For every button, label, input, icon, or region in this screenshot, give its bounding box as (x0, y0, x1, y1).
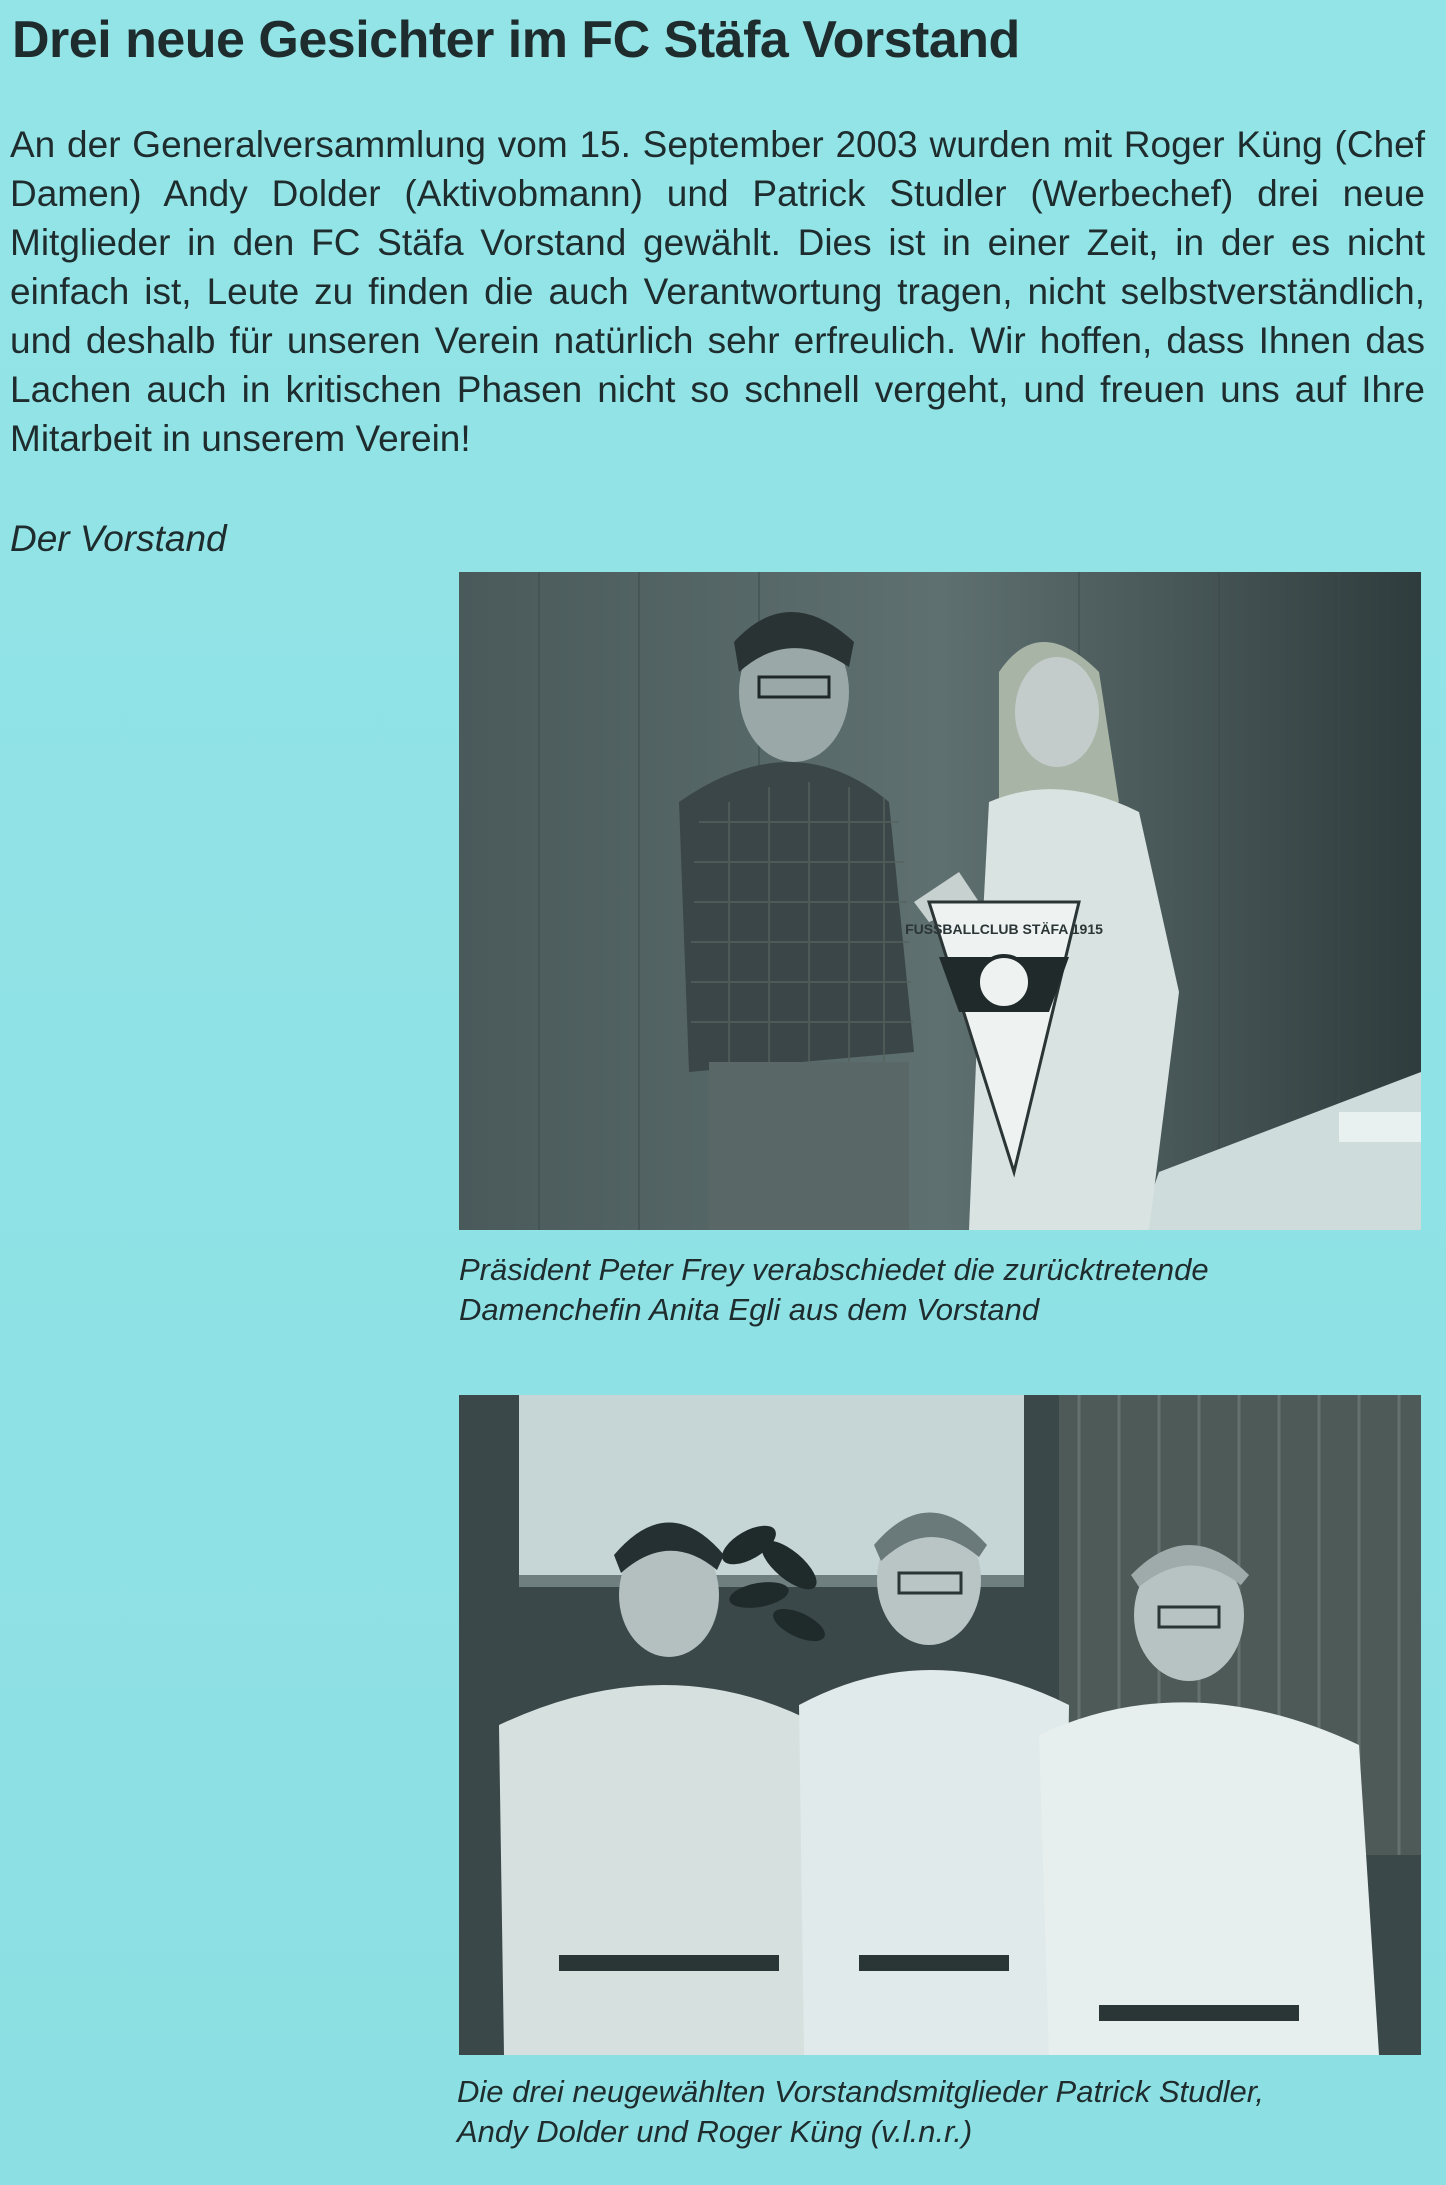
photo-farewell-handshake (459, 572, 1421, 1230)
pennant-text: FUSSBALLCLUB STÄFA 1915 (905, 921, 1103, 937)
photo-2-caption-line: Andy Dolder und Roger Küng (v.l.n.r.) (457, 2114, 973, 2149)
photo-new-board-members (459, 1395, 1421, 2055)
photo-2-caption (457, 2072, 1437, 2152)
photo-board-illustration (459, 1395, 1421, 2055)
article-headline: Drei neue Gesichter im FC Stäfa Vorstand (12, 11, 1020, 69)
photo-1-caption-line: Präsident Peter Frey verabschiedet die zurücktretende (459, 1252, 1209, 1287)
photo-farewell-illustration (459, 572, 1421, 1230)
article-body: An der Generalversammlung vom 15. September 2003 wurden mit Roger Küng (Chef Damen) Andy Dolder (Aktivobmann) und Patrick Studler (Werbechef) drei neue Mitglieder in den FC Stäfa Vorstand gewählt. Dies ist in einer Zeit, in der es nicht einfach ist, Leute zu finden die auch Verantwortung tragen, nicht selbstverständlich, und deshalb für unseren Verein natürlich sehr erfreulich. Wir hoffen, dass Ihnen das Lachen auch in kritischen Phasen nicht so schnell vergeht, und freuen uns auf Ihre Mitarbeit in unserem Verein! (10, 124, 1425, 459)
photo-1-caption-line: Damenchefin Anita Egli aus dem Vorstand (459, 1292, 1040, 1327)
photo-2-caption-line: Die drei neugewählten Vorstandsmitglieder Patrick Studler, (457, 2074, 1264, 2109)
photo-1-caption (459, 1250, 1419, 1330)
article-signature: Der Vorstand (10, 518, 227, 559)
